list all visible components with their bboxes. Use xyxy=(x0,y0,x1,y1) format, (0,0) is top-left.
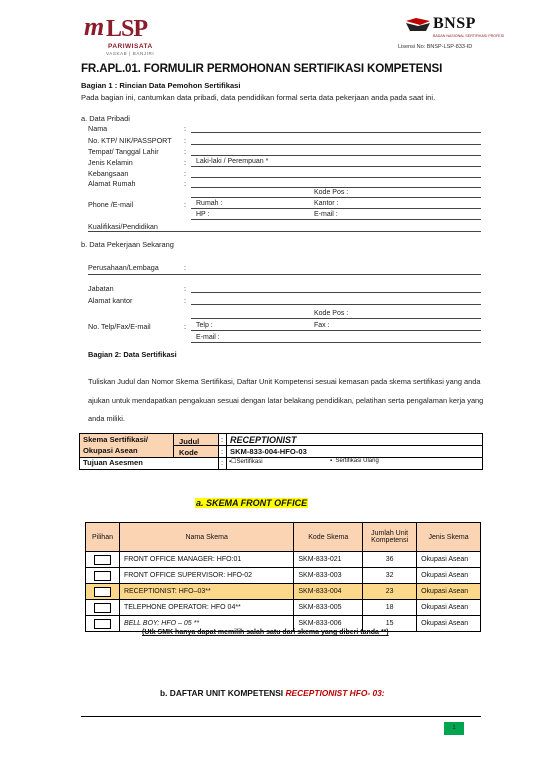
units-cell: 23 xyxy=(363,584,417,600)
colon: : xyxy=(184,263,186,272)
scheme-table xyxy=(79,433,483,470)
alamat-rumah-field[interactable] xyxy=(191,187,481,188)
checkbox[interactable] xyxy=(94,619,111,629)
section-a-title: a. SKEMA FRONT OFFICE xyxy=(196,498,308,508)
units-cell: 36 xyxy=(363,552,417,568)
checkbox[interactable] xyxy=(94,587,111,597)
colon: : xyxy=(184,158,186,167)
smk-note: (Utk SMK hanya dapat memilih salah satu dari skema yang diberi tanda **) xyxy=(142,629,389,636)
scheme-label-2: Okupasi Asean xyxy=(83,446,138,455)
jenis-kelamin-label: Jenis Kelamin xyxy=(88,158,133,167)
table-row xyxy=(86,552,481,568)
kode-cell: SKM-833-003 xyxy=(294,568,363,584)
bnsp-flag-icon xyxy=(406,17,430,32)
form-title: FR.APL.01. FORMULIR PERMOHONAN SERTIFIKASI KOMPETENSI xyxy=(81,62,443,75)
table-row xyxy=(86,600,481,616)
page-number: 1 xyxy=(444,722,464,735)
hp-label: HP : xyxy=(196,211,210,218)
table-header-row xyxy=(86,523,481,552)
bnsp-logo-sub: BADAN NASIONAL SERTIFIKASI PROFESI xyxy=(433,34,505,38)
perusahaan-field[interactable] xyxy=(88,274,481,275)
section-b-prefix: b. DAFTAR UNIT KOMPETENSI xyxy=(160,688,284,698)
colon: : xyxy=(184,147,186,156)
telp-fax-email-label: No. Telp/Fax/E-mail xyxy=(88,322,151,331)
work-email-line[interactable] xyxy=(191,342,481,343)
judul-label: Judul xyxy=(179,437,200,446)
lsp-logo-text: LSP xyxy=(106,16,148,42)
bagian2-paragraph: Tuliskan Judul dan Nomor Skema Sertifikasi, Daftar Unit Kompetensi sesuai kemasan pada skema sertifikasi yang anda ajukan untuk mendapatkan pengakuan sesuai dengan latar belakang pendidikan, pelatihan serta pengalaman kerja yang anda miliki. xyxy=(88,377,484,423)
divider xyxy=(226,434,227,469)
section-b-title xyxy=(160,688,385,698)
kodepos-kantor-field[interactable] xyxy=(191,318,481,319)
front-office-table xyxy=(85,522,481,632)
nama-cell: RECEPTIONIST: HFO–03** xyxy=(119,584,293,600)
kode-value[interactable]: SKM-833-004-HFO-03 xyxy=(230,447,307,456)
opt-sertifikasi-ulang-label: Sertifikasi Ulang xyxy=(335,458,379,464)
phone-line[interactable] xyxy=(191,208,481,209)
tujuan-asesmen-label: Tujuan Asesmen xyxy=(83,458,143,467)
jenis-cell: Okupasi Asean xyxy=(417,552,481,568)
kodepos-label: Kode Pos : xyxy=(314,189,349,196)
section-b-scheme: RECEPTIONIST HFO- 03: xyxy=(283,688,385,698)
bnsp-logo-text: BNSP xyxy=(433,15,476,32)
alamat-kantor-label: Alamat kantor xyxy=(88,296,133,305)
scheme-label-1: Skema Sertifikasi/ xyxy=(83,435,149,444)
bagian1-heading: Bagian 1 : Rincian Data Pemohon Sertifikasi xyxy=(81,81,241,90)
colon: : xyxy=(221,458,224,467)
bagian2-heading: Bagian 2: Data Sertifikasi xyxy=(88,350,177,359)
nama-cell: FRONT OFFICE MANAGER: HFO:01 xyxy=(119,552,293,568)
table-row xyxy=(86,568,481,584)
telp-fax-line[interactable] xyxy=(191,330,481,331)
kualifikasi-label: Kualifikasi/Pendidikan xyxy=(88,222,158,231)
jenis-cell: Okupasi Asean xyxy=(417,568,481,584)
alamat-kantor-field[interactable] xyxy=(191,304,481,305)
colon: : xyxy=(184,124,186,133)
kodepos-kantor-label: Kode Pos : xyxy=(314,310,349,317)
kode-cell: SKM-833-005 xyxy=(294,600,363,616)
jabatan-label: Jabatan xyxy=(88,284,114,293)
lsp-logo-city: VASKAB | BANJIRI xyxy=(106,51,155,56)
kodepos-field[interactable] xyxy=(191,197,481,198)
jenis-cell: Okupasi Asean xyxy=(417,600,481,616)
jenis-kelamin-line xyxy=(191,166,481,167)
lsp-logo-sub: PARIWISATA xyxy=(108,43,153,50)
license-number: Lisensi No: BNSP-LSP-833-ID xyxy=(398,44,473,50)
lsp-logo-mark: m xyxy=(84,12,105,41)
kode-cell: SKM-833-004 xyxy=(294,584,363,600)
colon: : xyxy=(221,447,224,456)
fax-label: Fax : xyxy=(314,322,330,329)
divider xyxy=(80,457,482,458)
ktp-field[interactable] xyxy=(191,144,481,145)
nama-cell: BELL BOY: HFO – 05 ** xyxy=(119,616,293,632)
bnsp-logo xyxy=(403,14,523,48)
divider xyxy=(173,445,482,446)
jabatan-field[interactable] xyxy=(191,292,481,293)
opt-sertifikasi-label: Sertifikasi xyxy=(236,459,263,465)
judul-value[interactable]: RECEPTIONIST xyxy=(230,435,297,445)
pilihan-cell xyxy=(86,616,120,632)
col-jenis-skema: Jenis Skema xyxy=(417,523,481,552)
ktp-label: No. KTP/ NIK/PASSPORT xyxy=(88,136,172,145)
units-cell: 18 xyxy=(363,600,417,616)
colon: : xyxy=(184,284,186,293)
pilihan-cell xyxy=(86,552,120,568)
nama-cell: FRONT OFFICE SUPERVISOR: HFO-02 xyxy=(119,568,293,584)
kode-label: Kode xyxy=(179,448,198,457)
colon: : xyxy=(184,169,186,178)
ttl-label: Tempat/ Tanggal Lahir xyxy=(88,147,159,156)
colon: : xyxy=(184,179,186,188)
col-jumlah-unit: Jumlah Unit Kompetensi xyxy=(363,523,417,552)
units-cell: 15 xyxy=(363,616,417,632)
colon: : xyxy=(184,322,186,331)
table-row-selected xyxy=(86,584,481,600)
data-pekerjaan-title: b. Data Pekerjaan Sekarang xyxy=(81,240,174,249)
footer-divider xyxy=(81,716,481,717)
perusahaan-label: Perusahaan/Lembaga xyxy=(88,263,159,272)
kebangsaan-label: Kebangsaan xyxy=(88,169,129,178)
data-pribadi-title: a. Data Pribadi xyxy=(81,114,130,123)
checkbox[interactable] xyxy=(94,555,111,565)
checkbox[interactable] xyxy=(94,571,111,581)
col-pilihan: Pilihan xyxy=(86,523,120,552)
lsp-logo xyxy=(84,14,174,54)
opt-sertifikasi[interactable]: ▪☐Sertifikasi xyxy=(229,459,263,465)
pilihan-cell xyxy=(86,600,120,616)
pilihan-cell xyxy=(86,568,120,584)
checkbox[interactable] xyxy=(94,603,111,613)
jenis-cell: Okupasi Asean xyxy=(417,584,481,600)
divider xyxy=(218,434,219,469)
email-label: E-mail : xyxy=(314,211,338,218)
bagian1-description: Pada bagian ini, cantumkan data pribadi, data pendidikan formal serta data pekerjaan anda pada saat ini. xyxy=(81,93,436,102)
kode-cell: SKM-833-006 xyxy=(294,616,363,632)
col-kode-skema: Kode Skema xyxy=(294,523,363,552)
kualifikasi-field[interactable] xyxy=(88,231,481,232)
rumah-label: Rumah : xyxy=(196,200,223,207)
pilihan-cell xyxy=(86,584,120,600)
kantor-label: Kantor : xyxy=(314,200,339,207)
opt-sertifikasi-ulang[interactable]: ▪ Sertifikasi Ulang xyxy=(330,458,379,464)
alamat-rumah-label: Alamat Rumah xyxy=(88,179,136,188)
jenis-cell: Okupasi Asean xyxy=(417,616,481,632)
nama-label: Nama xyxy=(88,124,108,133)
colon: : xyxy=(184,136,186,145)
nama-cell: TELEPHONE OPERATOR: HFO 04** xyxy=(119,600,293,616)
kode-cell: SKM-833-021 xyxy=(294,552,363,568)
colon: : xyxy=(184,296,186,305)
colon: : xyxy=(184,200,186,209)
jenis-kelamin-value[interactable]: Laki-laki / Perempuan * xyxy=(196,158,269,165)
kebangsaan-field[interactable] xyxy=(191,177,481,178)
units-cell: 32 xyxy=(363,568,417,584)
telp-label: Telp : xyxy=(196,322,213,329)
phone-email-label: Phone /E-mail xyxy=(88,200,134,209)
colon: : xyxy=(221,435,224,444)
nama-field[interactable] xyxy=(191,132,481,133)
ttl-field[interactable] xyxy=(191,155,481,156)
work-email-label: E-mail : xyxy=(196,334,220,341)
col-nama-skema: Nama Skema xyxy=(119,523,293,552)
hp-email-line[interactable] xyxy=(191,219,481,220)
